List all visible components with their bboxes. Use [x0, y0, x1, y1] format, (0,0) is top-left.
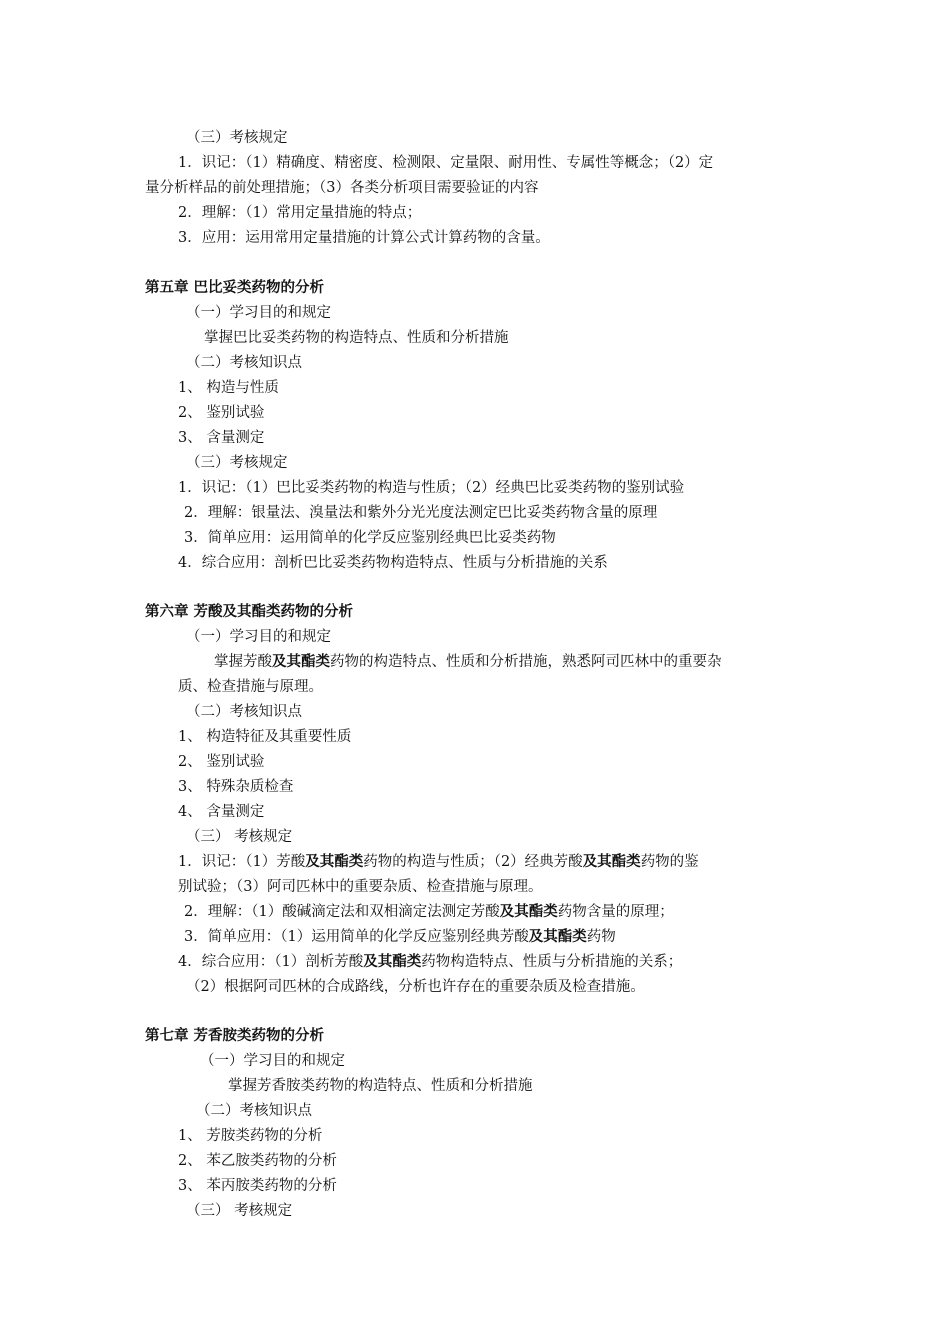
section-heading: （三）考核规定: [186, 130, 288, 146]
text-run: 药物构造特点、性质与分析措施的关系；: [421, 954, 683, 970]
text-run: 药物含量的原理；: [557, 904, 674, 920]
paragraph-line: [184, 927, 616, 947]
bold-text-run: 及其酯类: [272, 654, 330, 670]
bold-text-run: 及其酯类: [363, 954, 422, 970]
list-item: 2、 苯乙胺类药物的分析: [178, 1153, 337, 1169]
list-item: 3、 含量测定: [178, 430, 265, 446]
section-heading: （一）学习目的和规定: [186, 629, 331, 645]
chapter-title: 第七章 芳香胺类药物的分析: [145, 1028, 325, 1044]
section-heading: （二）考核知识点: [186, 704, 302, 720]
text-run: 2．理解：（1）酸碱滴定法和双相滴定法测定芳酸: [184, 904, 500, 920]
section-heading: （三）考核规定: [186, 455, 288, 471]
bold-text-run: 及其酯类: [528, 929, 587, 945]
section-heading: （二）考核知识点: [196, 1103, 312, 1119]
bold-text-run: 及其酯类: [582, 854, 641, 870]
section-heading: （三） 考核规定: [186, 829, 293, 845]
text-run: 药物的构造与性质；（2）经典芳酸: [363, 854, 583, 870]
paragraph-line: [178, 852, 699, 872]
text-run: 掌握芳酸: [214, 654, 272, 670]
list-item: 1、 芳胺类药物的分析: [178, 1128, 323, 1144]
list-item: 1、 构造与性质: [178, 380, 279, 396]
bold-text-run: 及其酯类: [499, 904, 558, 920]
paragraph-line: 别试验；（3）阿司匹林中的重要杂质、检查措施与原理。: [178, 879, 543, 895]
paragraph-line: [184, 902, 674, 922]
paragraph-line: 2．理解：（1）常用定量措施的特点；: [178, 205, 422, 221]
paragraph-line: 掌握巴比妥类药物的构造特点、性质和分析措施: [204, 330, 509, 346]
section-heading: （三） 考核规定: [186, 1203, 293, 1219]
list-item: 2、 鉴别试验: [178, 405, 265, 421]
section-heading: （一）学习目的和规定: [186, 305, 331, 321]
paragraph-line: 1．识记：（1）巴比妥类药物的构造与性质；（2）经典巴比妥类药物的鉴别试验: [178, 480, 685, 496]
text-run: 药物的鉴: [640, 854, 699, 870]
paragraph-line: 掌握芳香胺类药物的构造特点、性质和分析措施: [228, 1078, 533, 1094]
list-item: 3、 苯丙胺类药物的分析: [178, 1178, 337, 1194]
text-run: 药物: [586, 929, 616, 945]
text-run: 药物的构造特点、性质和分析措施，熟悉阿司匹林中的重要杂: [330, 654, 722, 670]
text-run: 1．识记：（1）芳酸: [178, 854, 306, 870]
paragraph-line: [178, 952, 682, 972]
chapter-title: 第六章 芳酸及其酯类药物的分析: [145, 604, 354, 620]
chapter-title: 第五章 巴比妥类药物的分析: [145, 280, 325, 296]
paragraph-line: [214, 652, 722, 672]
paragraph-line: 3．简单应用：运用简单的化学反应鉴别经典巴比妥类药物: [184, 530, 556, 546]
bold-text-run: 及其酯类: [305, 854, 364, 870]
paragraph-line: （2）根据阿司匹林的合成路线，分析也许存在的重要杂质及检查措施。: [186, 979, 645, 995]
text-run: 4．综合应用：（1）剖析芳酸: [178, 954, 364, 970]
section-heading: （二）考核知识点: [186, 355, 302, 371]
paragraph-line: 质、检查措施与原理。: [178, 679, 323, 695]
list-item: 2、 鉴别试验: [178, 754, 265, 770]
paragraph-line: 4．综合应用：剖析巴比妥类药物构造特点、性质与分析措施的关系: [178, 555, 608, 571]
paragraph-line: 2．理解：银量法、溴量法和紫外分光光度法测定巴比妥类药物含量的原理: [184, 505, 658, 521]
section-heading: （一）学习目的和规定: [200, 1053, 345, 1069]
text-run: 3．简单应用：（1）运用简单的化学反应鉴别经典芳酸: [184, 929, 529, 945]
paragraph-line: 3．应用：运用常用定量措施的计算公式计算药物的含量。: [178, 230, 550, 246]
paragraph-line: 量分析样品的前处理措施；（3）各类分析项目需要验证的内容: [145, 180, 539, 196]
list-item: 1、 构造特征及其重要性质: [178, 729, 352, 745]
list-item: 3、 特殊杂质检查: [178, 779, 294, 795]
paragraph-line: 1．识记：（1）精确度、精密度、检测限、定量限、耐用性、专属性等概念；（2）定: [178, 155, 714, 171]
list-item: 4、 含量测定: [178, 804, 265, 820]
